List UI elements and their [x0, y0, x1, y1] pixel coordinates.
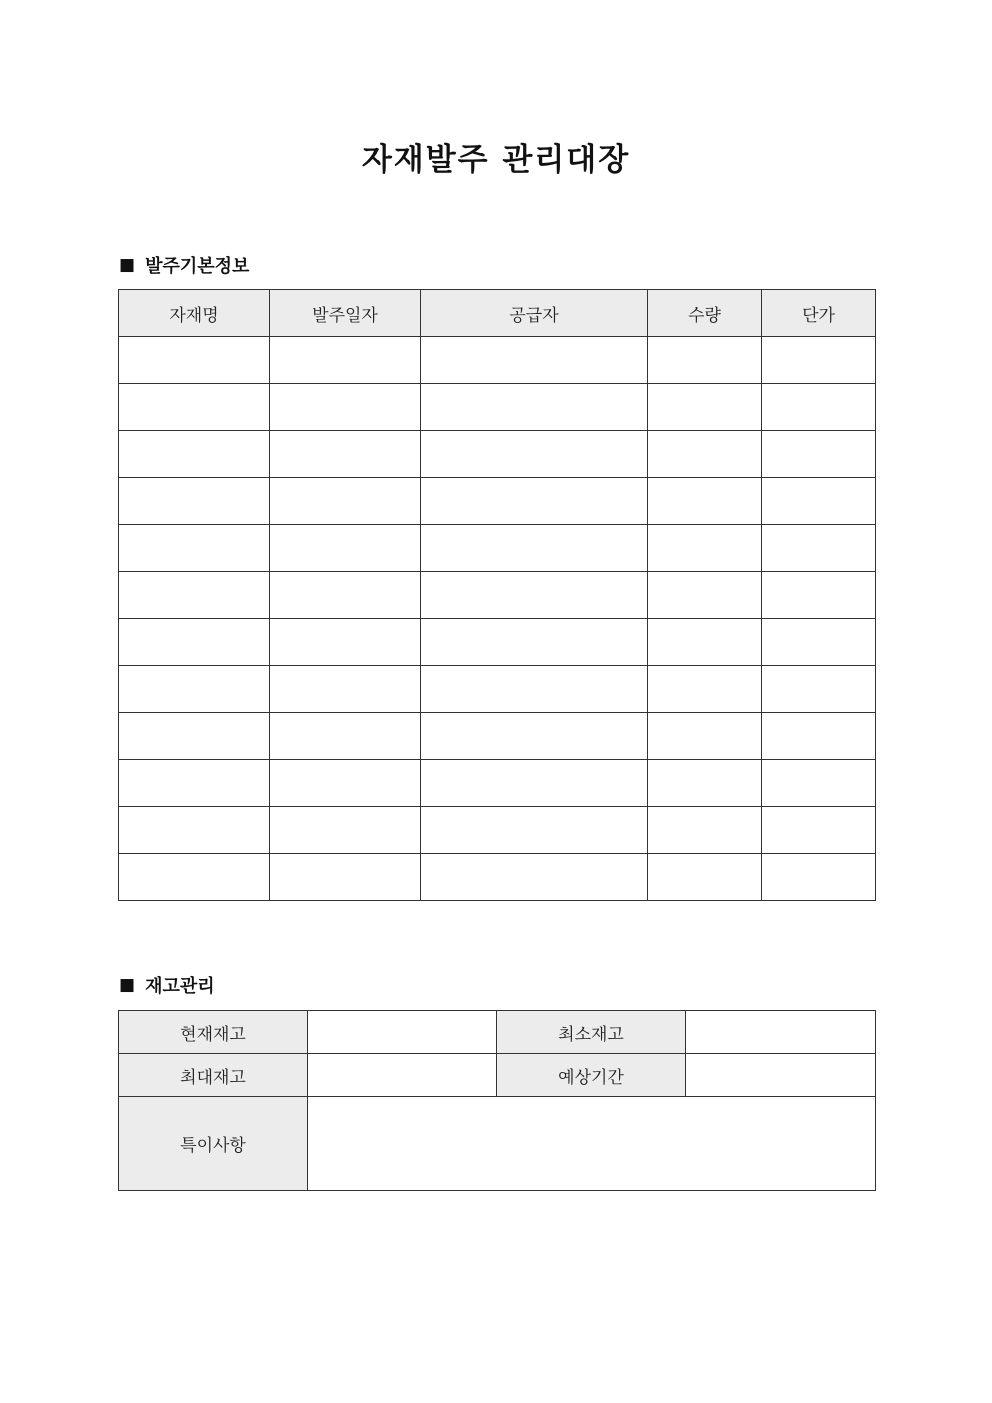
table-row — [119, 760, 876, 807]
order-date-cell[interactable] — [270, 619, 421, 666]
square-bullet-icon: ■ — [119, 975, 136, 995]
current-stock-field[interactable] — [308, 1011, 497, 1054]
quantity-cell[interactable] — [648, 713, 762, 760]
material-name-cell[interactable] — [119, 807, 270, 854]
max-stock-field[interactable] — [308, 1054, 497, 1097]
order-date-cell[interactable] — [270, 572, 421, 619]
order-date-cell[interactable] — [270, 337, 421, 384]
max-stock-label: 최대재고 — [119, 1054, 308, 1097]
square-bullet-icon: ■ — [119, 255, 136, 275]
expected-period-label: 예상기간 — [497, 1054, 686, 1097]
material-name-cell[interactable] — [119, 431, 270, 478]
unit-price-cell[interactable] — [762, 619, 876, 666]
quantity-cell[interactable] — [648, 337, 762, 384]
order-table-body — [119, 337, 876, 901]
table-row — [119, 337, 876, 384]
unit-price-cell[interactable] — [762, 713, 876, 760]
unit-price-cell[interactable] — [762, 384, 876, 431]
unit-price-cell[interactable] — [762, 431, 876, 478]
supplier-cell[interactable] — [421, 572, 648, 619]
order-table-header-row — [119, 290, 876, 337]
stock-row-2 — [119, 1054, 876, 1097]
min-stock-field[interactable] — [686, 1011, 876, 1054]
table-row — [119, 713, 876, 760]
quantity-cell[interactable] — [648, 666, 762, 713]
order-info-table — [118, 289, 876, 901]
min-stock-label: 최소재고 — [497, 1011, 686, 1054]
material-name-cell[interactable] — [119, 478, 270, 525]
order-date-cell[interactable] — [270, 431, 421, 478]
stock-row-notes — [119, 1097, 876, 1191]
material-name-cell[interactable] — [119, 337, 270, 384]
stock-section-heading — [119, 972, 215, 998]
supplier-cell[interactable] — [421, 384, 648, 431]
supplier-cell[interactable] — [421, 478, 648, 525]
table-row — [119, 854, 876, 901]
order-date-cell[interactable] — [270, 760, 421, 807]
supplier-cell[interactable] — [421, 713, 648, 760]
order-date-cell[interactable] — [270, 525, 421, 572]
order-date-cell[interactable] — [270, 807, 421, 854]
unit-price-cell[interactable] — [762, 478, 876, 525]
column-header-unit-price: 단가 — [762, 290, 876, 337]
unit-price-cell[interactable] — [762, 572, 876, 619]
notes-field[interactable] — [308, 1097, 876, 1191]
stock-row-1 — [119, 1011, 876, 1054]
unit-price-cell[interactable] — [762, 807, 876, 854]
quantity-cell[interactable] — [648, 572, 762, 619]
supplier-cell[interactable] — [421, 431, 648, 478]
supplier-cell[interactable] — [421, 666, 648, 713]
order-date-cell[interactable] — [270, 666, 421, 713]
order-section-heading — [119, 252, 249, 278]
unit-price-cell[interactable] — [762, 854, 876, 901]
material-name-cell[interactable] — [119, 384, 270, 431]
material-name-cell[interactable] — [119, 713, 270, 760]
material-name-cell[interactable] — [119, 854, 270, 901]
quantity-cell[interactable] — [648, 854, 762, 901]
table-row — [119, 525, 876, 572]
column-header-supplier: 공급자 — [421, 290, 648, 337]
quantity-cell[interactable] — [648, 760, 762, 807]
supplier-cell[interactable] — [421, 807, 648, 854]
stock-management-table — [118, 1010, 876, 1191]
order-date-cell[interactable] — [270, 384, 421, 431]
material-name-cell[interactable] — [119, 525, 270, 572]
page-title: 자재발주 관리대장 — [361, 142, 631, 178]
order-date-cell[interactable] — [270, 478, 421, 525]
column-header-material-name: 자재명 — [119, 290, 270, 337]
supplier-cell[interactable] — [421, 525, 648, 572]
material-name-cell[interactable] — [119, 666, 270, 713]
notes-label: 특이사항 — [119, 1097, 308, 1191]
supplier-cell[interactable] — [421, 760, 648, 807]
table-row — [119, 431, 876, 478]
unit-price-cell[interactable] — [762, 760, 876, 807]
material-name-cell[interactable] — [119, 619, 270, 666]
quantity-cell[interactable] — [648, 431, 762, 478]
current-stock-label: 현재재고 — [119, 1011, 308, 1054]
column-header-order-date: 발주일자 — [270, 290, 421, 337]
order-section-title: 발주기본정보 — [145, 256, 250, 277]
unit-price-cell[interactable] — [762, 337, 876, 384]
table-row — [119, 666, 876, 713]
quantity-cell[interactable] — [648, 478, 762, 525]
quantity-cell[interactable] — [648, 525, 762, 572]
column-header-quantity: 수량 — [648, 290, 762, 337]
order-date-cell[interactable] — [270, 713, 421, 760]
quantity-cell[interactable] — [648, 619, 762, 666]
table-row — [119, 478, 876, 525]
unit-price-cell[interactable] — [762, 525, 876, 572]
material-name-cell[interactable] — [119, 760, 270, 807]
table-row — [119, 807, 876, 854]
table-row — [119, 619, 876, 666]
material-name-cell[interactable] — [119, 572, 270, 619]
stock-section-title: 재고관리 — [145, 976, 215, 997]
table-row — [119, 384, 876, 431]
supplier-cell[interactable] — [421, 619, 648, 666]
supplier-cell[interactable] — [421, 854, 648, 901]
quantity-cell[interactable] — [648, 384, 762, 431]
table-row — [119, 572, 876, 619]
expected-period-field[interactable] — [686, 1054, 876, 1097]
unit-price-cell[interactable] — [762, 666, 876, 713]
supplier-cell[interactable] — [421, 337, 648, 384]
order-date-cell[interactable] — [270, 854, 421, 901]
quantity-cell[interactable] — [648, 807, 762, 854]
